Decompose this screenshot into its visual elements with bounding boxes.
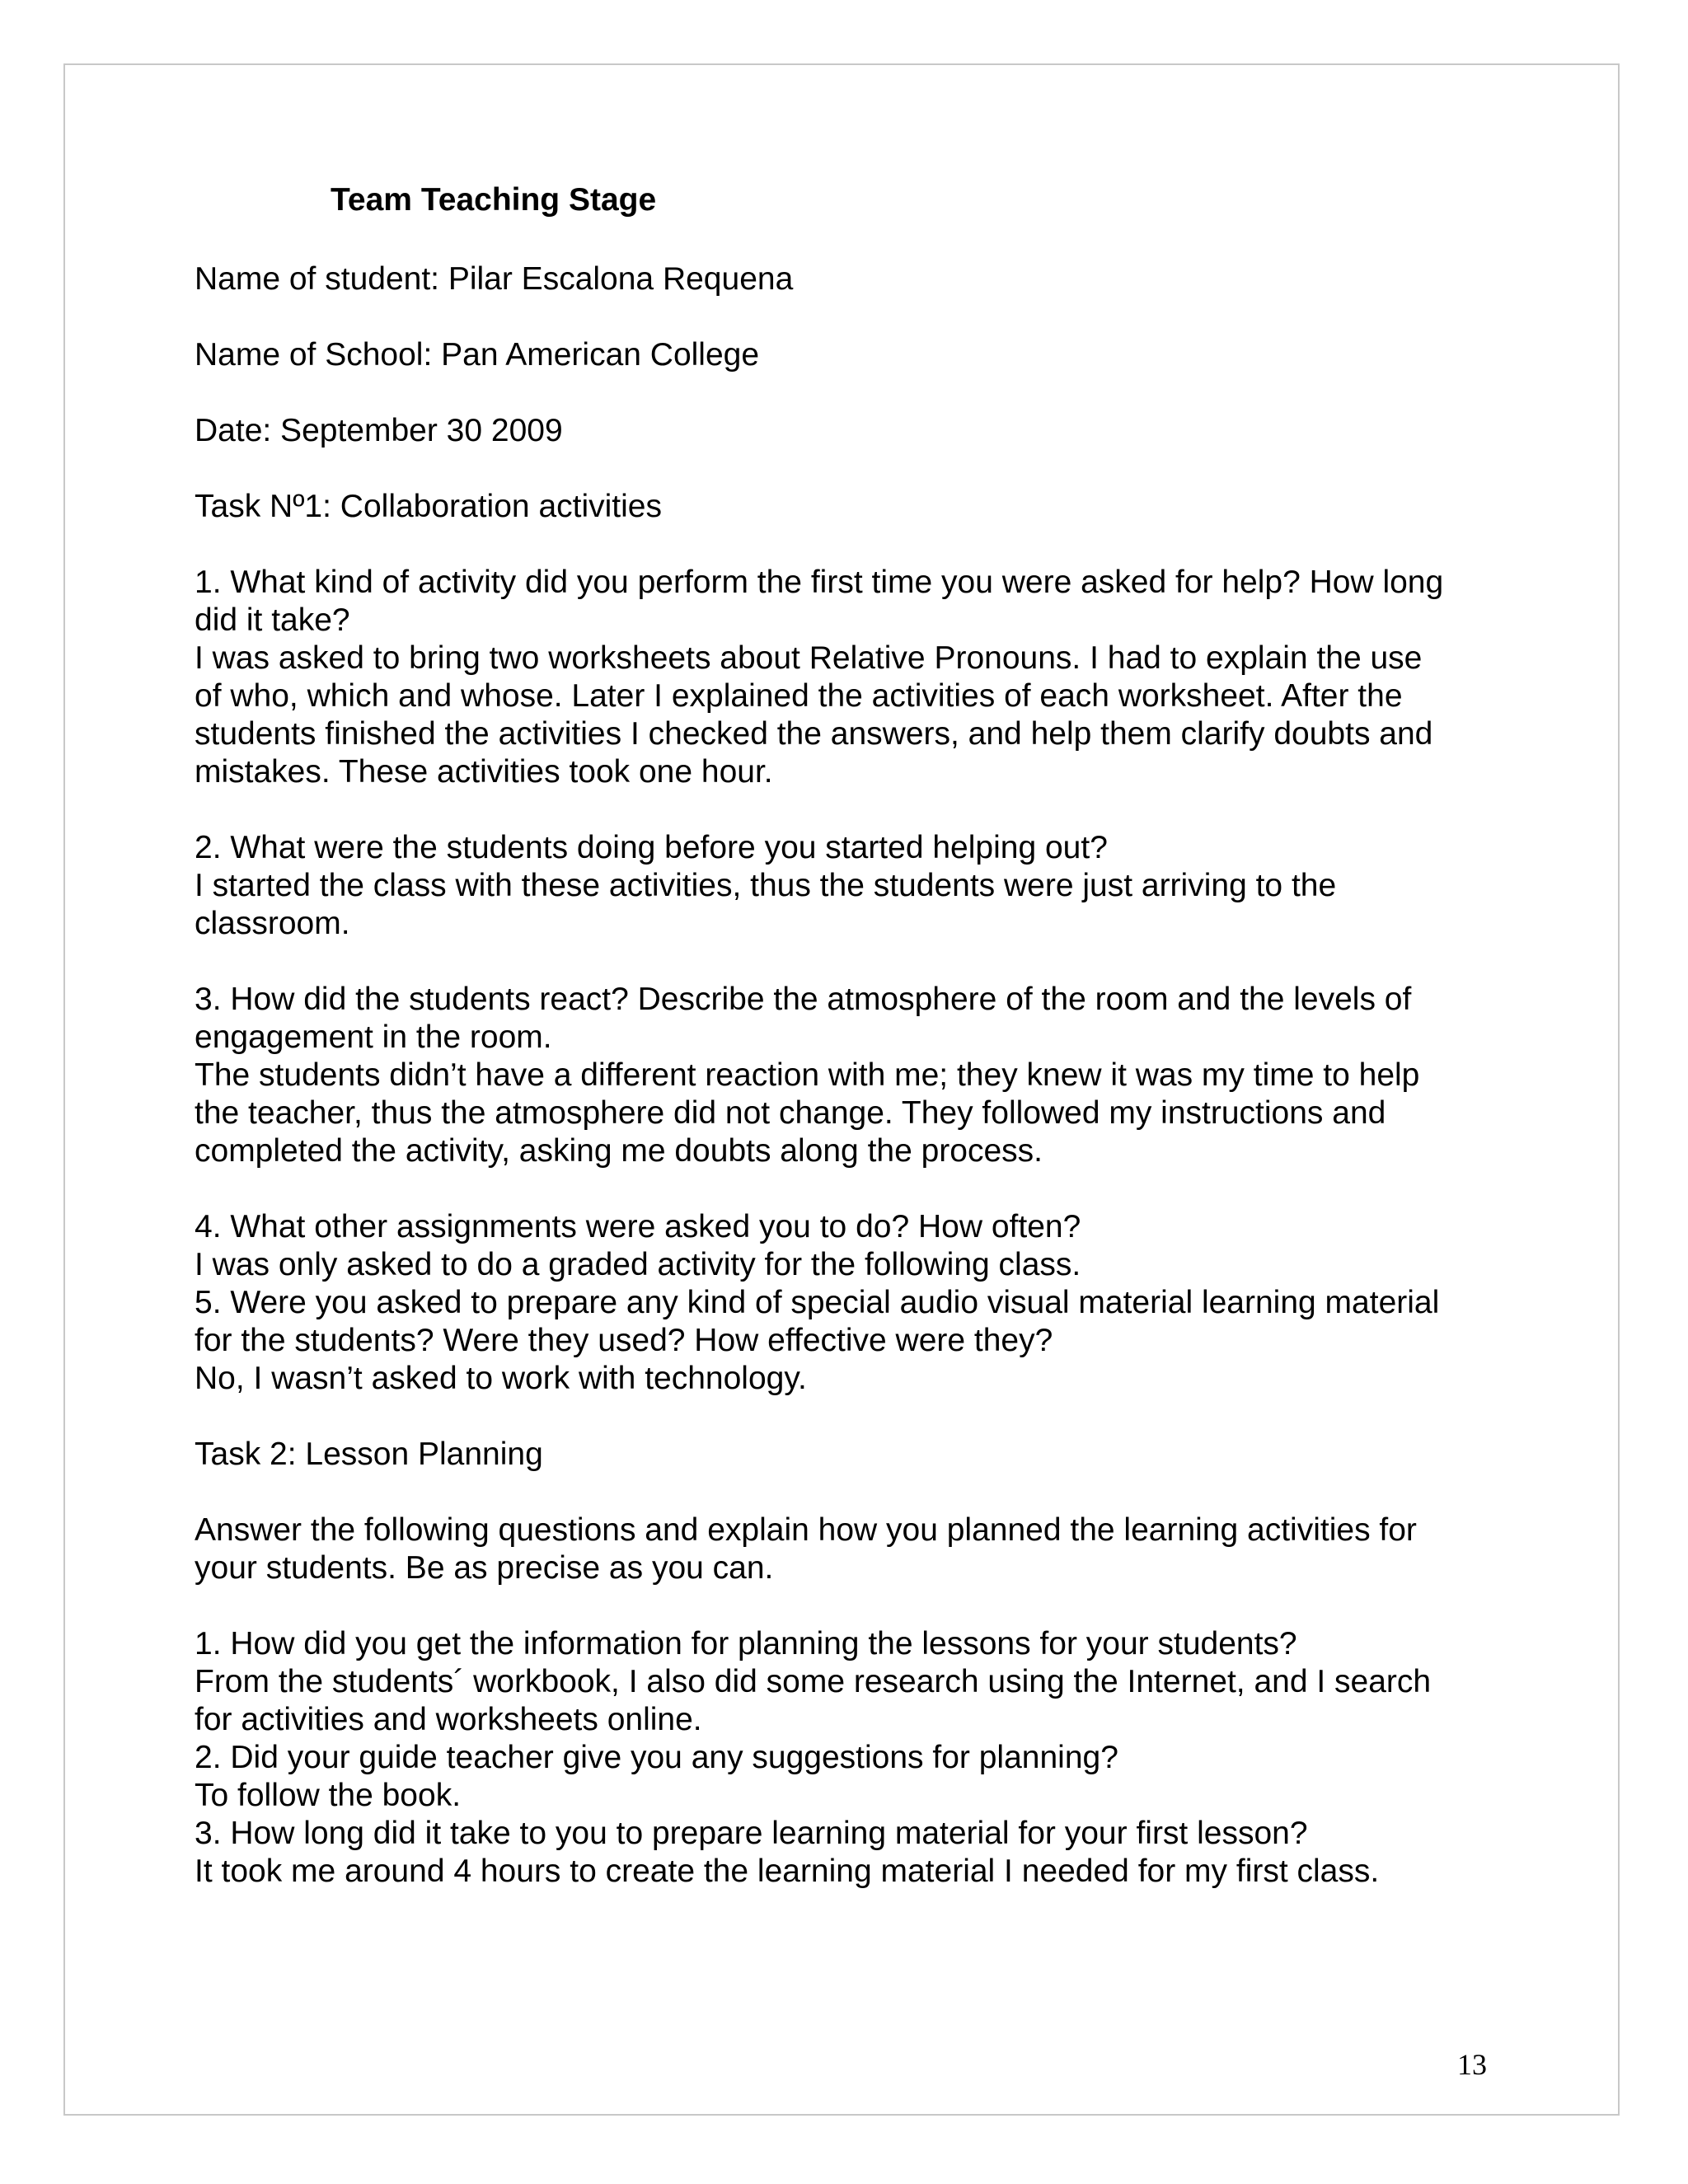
date-line: Date: September 30 2009 [195,413,563,448]
task1-question-3: engagement in the room. [195,1019,552,1055]
task2-answer-1: From the students´ workbook, I also did some research using the Internet, and I search [195,1664,1432,1699]
school-name-line: Name of School: Pan American College [195,337,760,373]
task1-answer-2: I started the class with these activities, thus the students were just arriving to the [195,868,1337,903]
task1-answer-4: I was only asked to do a graded activity for the following class. [195,1247,1081,1282]
task1-answer-3: completed the activity, asking me doubts along the process. [195,1133,1043,1169]
task1-question-5: for the students? Were they used? How effective were they? [195,1323,1053,1358]
task1-question-1: did it take? [195,602,350,638]
task2-intro: your students. Be as precise as you can. [195,1550,774,1586]
task1-heading: Task Nº1: Collaboration activities [195,489,662,524]
task2-answer-3: It took me around 4 hours to create the learning material I needed for my first class. [195,1854,1380,1889]
student-name-line: Name of student: Pilar Escalona Requena [195,261,794,297]
document-body [195,181,1497,1891]
task2-intro: Answer the following questions and explain how you planned the learning activities for [195,1512,1417,1548]
task1-question-4: 4. What other assignments were asked you to do? How often? [195,1209,1081,1244]
task1-answer-1: mistakes. These activities took one hour. [195,754,773,790]
task1-answer-1: of who, which and whose. Later I explained the activities of each worksheet. After the [195,678,1403,714]
task1-question-5: 5. Were you asked to prepare any kind of special audio visual material learning material [195,1285,1440,1320]
task2-question-3: 3. How long did it take to you to prepare learning material for your first lesson? [195,1816,1308,1851]
task2-question-2: 2. Did your guide teacher give you any suggestions for planning? [195,1740,1118,1775]
task1-answer-2: classroom. [195,906,350,941]
document-title: Team Teaching Stage [331,182,657,218]
task1-question-3: 3. How did the students react? Describe the atmosphere of the room and the levels of [195,982,1412,1017]
task1-question-1: 1. What kind of activity did you perform the first time you were asked for help? How long [195,565,1444,600]
task2-heading: Task 2: Lesson Planning [195,1436,543,1472]
task1-answer-1: students finished the activities I checked the answers, and help them clarify doubts and [195,716,1433,752]
task1-question-2: 2. What were the students doing before you started helping out? [195,830,1108,865]
page-number: 13 [1457,2048,1487,2081]
task2-question-1: 1. How did you get the information for planning the lessons for your students? [195,1626,1297,1661]
task1-answer-3: the teacher, thus the atmosphere did not change. They followed my instructions and [195,1095,1386,1131]
task2-answer-2: To follow the book. [195,1778,462,1813]
task1-answer-5: No, I wasn’t asked to work with technology. [195,1361,807,1396]
task2-answer-1: for activities and worksheets online. [195,1702,702,1737]
task1-answer-3: The students didn’t have a different reaction with me; they knew it was my time to help [195,1057,1420,1093]
task1-answer-1: I was asked to bring two worksheets about Relative Pronouns. I had to explain the use [195,640,1423,676]
